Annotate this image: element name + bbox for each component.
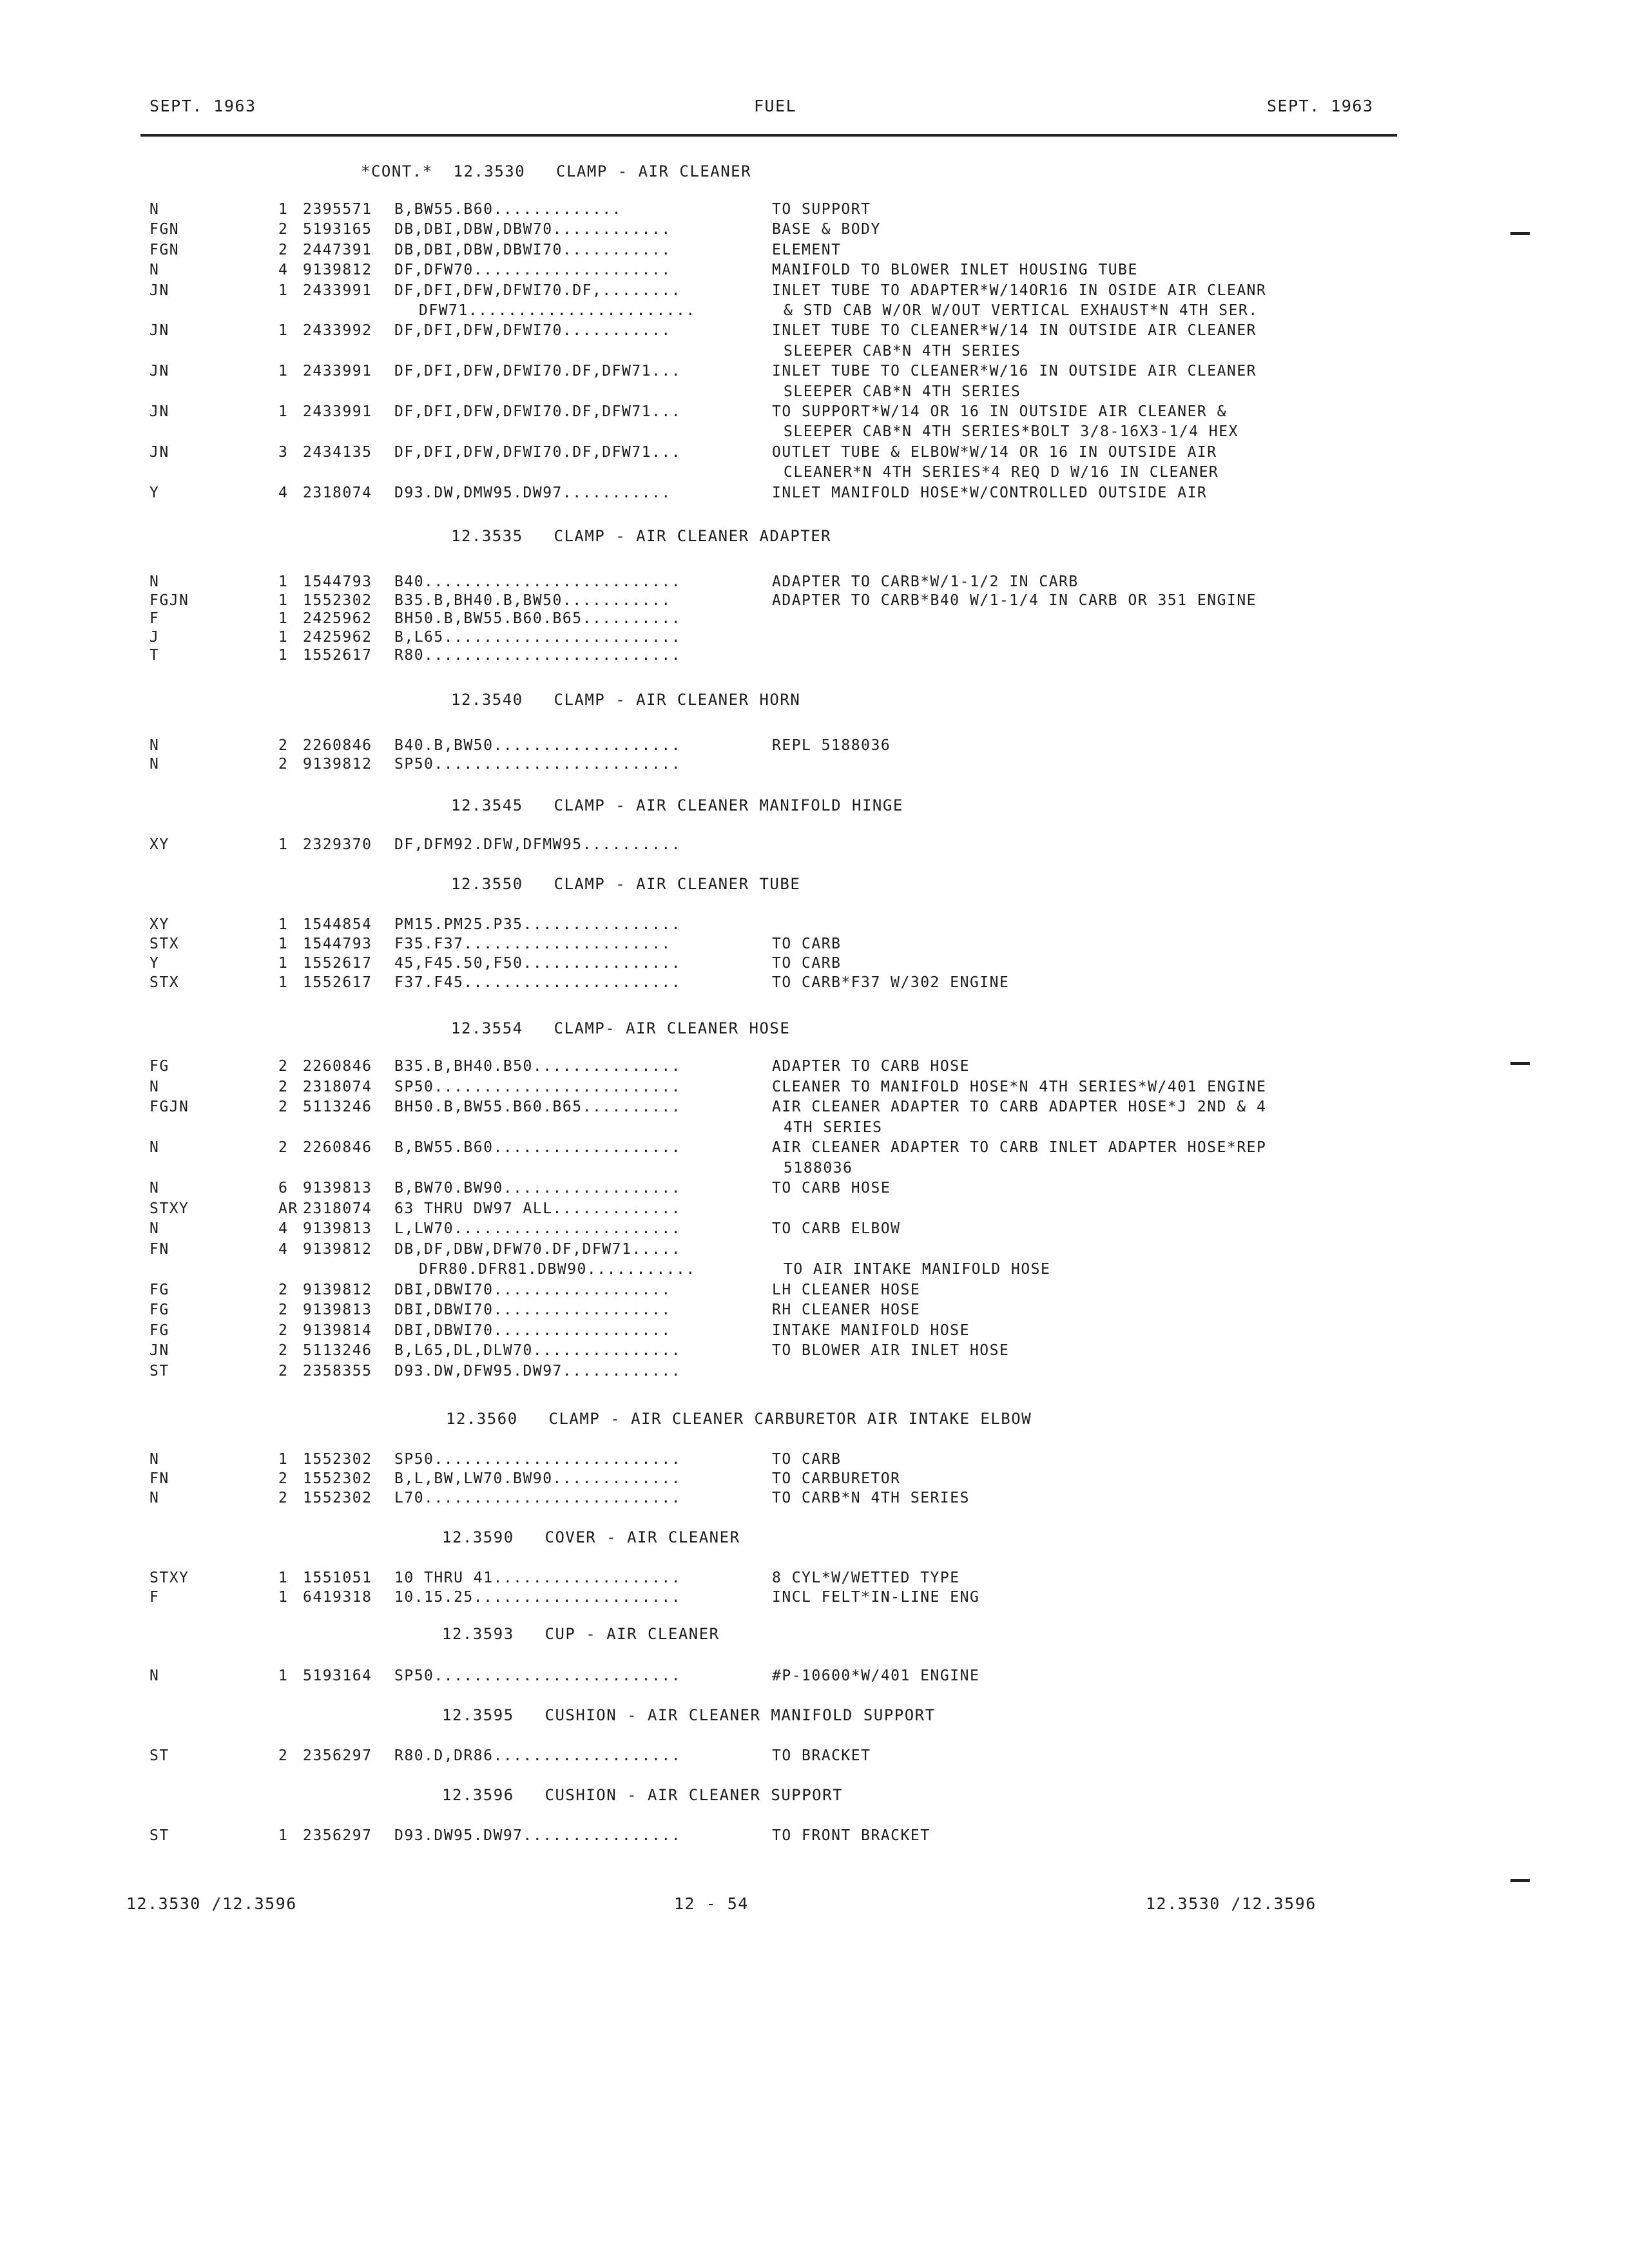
quantity: AR xyxy=(278,1200,298,1217)
part-row xyxy=(0,835,1629,854)
applicable-models: B35.B,BH40.B,BW50........... xyxy=(394,592,671,609)
part-number: 2356297 xyxy=(303,1747,372,1764)
quantity: 1 xyxy=(278,1570,289,1586)
part-description: TO BRACKET xyxy=(772,1747,871,1764)
quantity: 1 xyxy=(278,610,289,627)
part-row xyxy=(0,240,1629,260)
margin-mark xyxy=(1510,232,1530,235)
vehicle-code: FN xyxy=(149,1470,169,1487)
quantity: 6 xyxy=(278,1180,289,1196)
applicable-models: B,L65........................ xyxy=(394,629,682,646)
part-row xyxy=(0,220,1629,239)
section-title: 12.3540 CLAMP - AIR CLEANER HORN xyxy=(451,691,801,709)
part-number: 1552302 xyxy=(303,1470,372,1487)
part-description: REPL 5188036 xyxy=(772,737,891,754)
part-description: LH CLEANER HOSE xyxy=(772,1282,921,1298)
vehicle-code: F xyxy=(149,1589,160,1606)
quantity: 2 xyxy=(278,1079,289,1095)
section-title: 12.3596 CUSHION - AIR CLEANER SUPPORT xyxy=(442,1786,843,1804)
quantity: 1 xyxy=(278,955,289,972)
part-row xyxy=(0,1077,1629,1097)
quantity: 2 xyxy=(278,1363,289,1379)
part-description: SLEEPER CAB*N 4TH SERIES xyxy=(784,343,1021,360)
quantity: 2 xyxy=(278,1282,289,1298)
section-title: 12.3554 CLAMP- AIR CLEANER HOSE xyxy=(451,1019,791,1037)
quantity: 1 xyxy=(278,322,289,339)
applicable-models: DF,DFI,DFW,DFWI70.DF,DFW71... xyxy=(394,363,682,380)
part-row xyxy=(0,483,1629,503)
part-row-continuation xyxy=(0,463,1629,482)
part-row-continuation xyxy=(0,1260,1629,1279)
part-number: 2318074 xyxy=(303,1079,372,1095)
part-number: 1551051 xyxy=(303,1570,372,1586)
applicable-models: DF,DFI,DFW,DFWI70.DF,DFW71... xyxy=(394,444,682,461)
quantity: 2 xyxy=(278,1099,289,1115)
applicable-models: SP50......................... xyxy=(394,1079,682,1095)
quantity: 2 xyxy=(278,1302,289,1318)
part-row-continuation xyxy=(0,382,1629,401)
quantity: 1 xyxy=(278,1589,289,1606)
quantity: 2 xyxy=(278,756,289,773)
part-description: TO CARB ELBOW xyxy=(772,1220,901,1237)
part-row xyxy=(0,736,1629,755)
applicable-models: D93.DW,DMW95.DW97........... xyxy=(394,485,671,501)
part-description: ADAPTER TO CARB HOSE xyxy=(772,1058,970,1075)
vehicle-code: STX xyxy=(149,974,180,991)
part-description: OUTLET TUBE & ELBOW*W/14 OR 16 IN OUTSIDE AIR xyxy=(772,444,1217,461)
vehicle-code: JN xyxy=(149,444,169,461)
part-description: TO CARB*N 4TH SERIES xyxy=(772,1490,970,1506)
part-number: 5193164 xyxy=(303,1667,372,1684)
part-number: 2318074 xyxy=(303,1200,372,1217)
vehicle-code: STXY xyxy=(149,1200,189,1217)
applicable-models: B40.B,BW50................... xyxy=(394,737,682,754)
part-number: 1552302 xyxy=(303,592,372,609)
applicable-models: R80.D,DR86................... xyxy=(394,1747,682,1764)
part-row xyxy=(0,260,1629,280)
part-description: INCL FELT*IN-LINE ENG xyxy=(772,1589,980,1606)
vehicle-code: ST xyxy=(149,1747,169,1764)
quantity: 2 xyxy=(278,1490,289,1506)
section-title: 12.3545 CLAMP - AIR CLEANER MANIFOLD HINGE xyxy=(451,796,903,814)
applicable-models: B,BW55.B60................... xyxy=(394,1139,682,1156)
applicable-models: PM15.PM25.P35................ xyxy=(394,916,682,933)
header-section-title: FUEL xyxy=(754,97,797,115)
footer-range-right: 12.3530 /12.3596 xyxy=(1146,1894,1316,1913)
part-row xyxy=(0,954,1629,973)
part-description: MANIFOLD TO BLOWER INLET HOUSING TUBE xyxy=(772,262,1138,278)
part-number: 2358355 xyxy=(303,1363,372,1379)
vehicle-code: ST xyxy=(149,1827,169,1844)
applicable-models: BH50.B,BW55.B60.B65.......... xyxy=(394,1099,682,1115)
section-title: 12.3590 COVER - AIR CLEANER xyxy=(442,1528,740,1546)
part-row xyxy=(0,1138,1629,1157)
part-row xyxy=(0,1568,1629,1588)
part-description: AIR CLEANER ADAPTER TO CARB INLET ADAPTER HOSE*REP xyxy=(772,1139,1267,1156)
quantity: 2 xyxy=(278,1139,289,1156)
part-description: TO FRONT BRACKET xyxy=(772,1827,930,1844)
quantity: 1 xyxy=(278,592,289,609)
vehicle-code: N xyxy=(149,737,160,754)
vehicle-code: FG xyxy=(149,1282,169,1298)
vehicle-code: FG xyxy=(149,1058,169,1075)
applicable-models: 45,F45.50,F50................ xyxy=(394,955,682,972)
section-title: 12.3560 CLAMP - AIR CLEANER CARBURETOR AIR INTAKE ELBOW xyxy=(446,1410,1032,1428)
part-row xyxy=(0,628,1629,647)
part-number: 9139814 xyxy=(303,1322,372,1339)
quantity: 2 xyxy=(278,737,289,754)
part-number: 2318074 xyxy=(303,485,372,501)
part-number: 2434135 xyxy=(303,444,372,461)
applicable-models: DB,DBI,DBW,DBW70............ xyxy=(394,221,671,238)
quantity: 2 xyxy=(278,242,289,258)
part-description: CLEANER*N 4TH SERIES*4 REQ D W/16 IN CLEANER xyxy=(784,464,1219,481)
vehicle-code: Y xyxy=(149,955,160,972)
part-description: TO BLOWER AIR INLET HOSE xyxy=(772,1342,1010,1359)
part-number: 1552617 xyxy=(303,955,372,972)
part-row xyxy=(0,591,1629,610)
vehicle-code: Y xyxy=(149,485,160,501)
part-number: 1552302 xyxy=(303,1490,372,1506)
section-title: 12.3595 CUSHION - AIR CLEANER MANIFOLD SUPPORT xyxy=(442,1706,936,1724)
quantity: 1 xyxy=(278,974,289,991)
vehicle-code: JN xyxy=(149,282,169,299)
applicable-models: L70.......................... xyxy=(394,1490,682,1506)
part-row xyxy=(0,1746,1629,1765)
vehicle-code: XY xyxy=(149,916,169,933)
vehicle-code: N xyxy=(149,1220,160,1237)
vehicle-code: FGN xyxy=(149,242,180,258)
part-row xyxy=(0,361,1629,381)
part-row xyxy=(0,443,1629,462)
part-description: 8 CYL*W/WETTED TYPE xyxy=(772,1570,960,1586)
vehicle-code: FGJN xyxy=(149,592,189,609)
section-title: 12.3535 CLAMP - AIR CLEANER ADAPTER xyxy=(451,527,832,545)
vehicle-code: FG xyxy=(149,1322,169,1339)
part-row-continuation xyxy=(0,1158,1629,1178)
part-description: TO SUPPORT xyxy=(772,201,871,218)
part-number: 9139813 xyxy=(303,1180,372,1196)
part-number: 9139812 xyxy=(303,262,372,278)
quantity: 1 xyxy=(278,647,289,664)
part-description: TO CARB xyxy=(772,955,842,972)
quantity: 4 xyxy=(278,1220,289,1237)
part-row xyxy=(0,1341,1629,1360)
part-row xyxy=(0,1588,1629,1607)
quantity: 1 xyxy=(278,403,289,420)
header-date-right: SEPT. 1963 xyxy=(1267,97,1374,115)
part-number: 2425962 xyxy=(303,610,372,627)
part-row xyxy=(0,1300,1629,1320)
applicable-models: SP50......................... xyxy=(394,1451,682,1468)
vehicle-code: JN xyxy=(149,363,169,380)
applicable-models: 10 THRU 41................... xyxy=(394,1570,682,1586)
part-number: 9139813 xyxy=(303,1302,372,1318)
section-title: *CONT.* 12.3530 CLAMP - AIR CLEANER xyxy=(361,162,752,180)
vehicle-code: XY xyxy=(149,836,169,853)
part-description: TO SUPPORT*W/14 OR 16 IN OUTSIDE AIR CLEANER & xyxy=(772,403,1227,420)
applicable-models: F35.F37..................... xyxy=(394,936,671,952)
part-number: 5113246 xyxy=(303,1342,372,1359)
vehicle-code: ST xyxy=(149,1363,169,1379)
applicable-models: BH50.B,BW55.B60.B65.......... xyxy=(394,610,682,627)
part-description: INTAKE MANIFOLD HOSE xyxy=(772,1322,970,1339)
margin-mark xyxy=(1510,1062,1530,1065)
part-description: TO CARB*F37 W/302 ENGINE xyxy=(772,974,1010,991)
header-rule xyxy=(140,134,1397,137)
part-row xyxy=(0,281,1629,300)
applicable-models: SP50......................... xyxy=(394,1667,682,1684)
part-description: #P-10600*W/401 ENGINE xyxy=(772,1667,980,1684)
part-number: 1544793 xyxy=(303,936,372,952)
applicable-models: B,BW55.B60............. xyxy=(394,201,622,218)
quantity: 2 xyxy=(278,1470,289,1487)
quantity: 1 xyxy=(278,573,289,590)
applicable-models: DB,DBI,DBW,DBWI70........... xyxy=(394,242,671,258)
vehicle-code: T xyxy=(149,647,160,664)
applicable-models: DF,DFI,DFW,DFWI70........... xyxy=(394,322,671,339)
part-row xyxy=(0,1178,1629,1198)
part-number: 6419318 xyxy=(303,1589,372,1606)
part-number: 1544854 xyxy=(303,916,372,933)
part-number: 2447391 xyxy=(303,242,372,258)
applicable-models: B,BW70.BW90.................. xyxy=(394,1180,682,1196)
part-number: 2329370 xyxy=(303,836,372,853)
applicable-models: R80.......................... xyxy=(394,647,682,664)
part-description: INLET TUBE TO ADAPTER*W/14OR16 IN OSIDE AIR CLEANR xyxy=(772,282,1267,299)
vehicle-code: F xyxy=(149,610,160,627)
part-description: INLET MANIFOLD HOSE*W/CONTROLLED OUTSIDE AIR xyxy=(772,485,1208,501)
margin-mark xyxy=(1510,1879,1530,1882)
vehicle-code: FN xyxy=(149,1241,169,1258)
part-description: BASE & BODY xyxy=(772,221,881,238)
quantity: 1 xyxy=(278,836,289,853)
applicable-models: DF,DFW70.................... xyxy=(394,262,671,278)
part-number: 9139812 xyxy=(303,1241,372,1258)
part-number: 5113246 xyxy=(303,1099,372,1115)
part-row xyxy=(0,973,1629,992)
part-number: 2425962 xyxy=(303,629,372,646)
vehicle-code: N xyxy=(149,1490,160,1506)
quantity: 2 xyxy=(278,1322,289,1339)
part-description: & STD CAB W/OR W/OUT VERTICAL EXHAUST*N 4TH SER. xyxy=(784,302,1258,319)
applicable-models: DF,DFM92.DFW,DFMW95.......... xyxy=(394,836,682,853)
part-number: 2260846 xyxy=(303,737,372,754)
quantity: 1 xyxy=(278,629,289,646)
header-date-left: SEPT. 1963 xyxy=(149,97,256,115)
section-title: 12.3550 CLAMP - AIR CLEANER TUBE xyxy=(451,875,801,893)
quantity: 1 xyxy=(278,936,289,952)
applicable-models: DBI,DBWI70.................. xyxy=(394,1282,671,1298)
part-row xyxy=(0,1321,1629,1340)
part-row xyxy=(0,1469,1629,1488)
applicable-models: DB,DF,DBW,DFW70.DF,DFW71..... xyxy=(394,1241,682,1258)
part-description: 5188036 xyxy=(784,1160,853,1177)
part-description: ELEMENT xyxy=(772,242,842,258)
vehicle-code: N xyxy=(149,756,160,773)
part-number: 2260846 xyxy=(303,1058,372,1075)
part-number: 9139812 xyxy=(303,1282,372,1298)
vehicle-code: STX xyxy=(149,936,180,952)
vehicle-code: N xyxy=(149,1667,160,1684)
part-number: 2433991 xyxy=(303,403,372,420)
part-row xyxy=(0,1361,1629,1381)
part-row xyxy=(0,915,1629,934)
applicable-models: D93.DW,DFW95.DW97............ xyxy=(394,1363,682,1379)
quantity: 1 xyxy=(278,282,289,299)
applicable-models: DFW71....................... xyxy=(419,302,696,319)
vehicle-code: JN xyxy=(149,322,169,339)
vehicle-code: N xyxy=(149,1079,160,1095)
quantity: 4 xyxy=(278,262,289,278)
applicable-models: D93.DW95.DW97................ xyxy=(394,1827,682,1844)
part-description: TO AIR INTAKE MANIFOLD HOSE xyxy=(784,1261,1051,1278)
part-row xyxy=(0,1488,1629,1508)
part-row xyxy=(0,1450,1629,1469)
part-description: AIR CLEANER ADAPTER TO CARB ADAPTER HOSE*J 2ND & 4 xyxy=(772,1099,1267,1115)
quantity: 2 xyxy=(278,1747,289,1764)
part-row-continuation xyxy=(0,1118,1629,1137)
applicable-models: B40.......................... xyxy=(394,573,682,590)
footer-range-left: 12.3530 /12.3596 xyxy=(126,1894,297,1913)
part-description: INLET TUBE TO CLEANER*W/16 IN OUTSIDE AIR CLEANER xyxy=(772,363,1257,380)
part-row xyxy=(0,200,1629,219)
part-description: ADAPTER TO CARB*W/1-1/2 IN CARB xyxy=(772,573,1079,590)
applicable-models: SP50......................... xyxy=(394,756,682,773)
vehicle-code: FGJN xyxy=(149,1099,189,1115)
vehicle-code: FG xyxy=(149,1302,169,1318)
applicable-models: 10.15.25..................... xyxy=(394,1589,682,1606)
vehicle-code: STXY xyxy=(149,1570,189,1586)
part-row xyxy=(0,1219,1629,1238)
part-description: TO CARBURETOR xyxy=(772,1470,901,1487)
part-row xyxy=(0,1666,1629,1686)
part-row xyxy=(0,1826,1629,1845)
applicable-models: F37.F45...................... xyxy=(394,974,682,991)
part-row xyxy=(0,1280,1629,1300)
part-number: 5193165 xyxy=(303,221,372,238)
quantity: 4 xyxy=(278,485,289,501)
part-number: 1552617 xyxy=(303,974,372,991)
part-row xyxy=(0,321,1629,340)
vehicle-code: N xyxy=(149,573,160,590)
part-number: 9139813 xyxy=(303,1220,372,1237)
applicable-models: DBI,DBWI70.................. xyxy=(394,1322,671,1339)
quantity: 3 xyxy=(278,444,289,461)
part-row-continuation xyxy=(0,341,1629,361)
applicable-models: B,L,BW,LW70.BW90............. xyxy=(394,1470,682,1487)
part-description: ADAPTER TO CARB*B40 W/1-1/4 IN CARB OR 351 ENGINE xyxy=(772,592,1257,609)
vehicle-code: FGN xyxy=(149,221,180,238)
part-description: TO CARB HOSE xyxy=(772,1180,891,1196)
part-row-continuation xyxy=(0,301,1629,320)
applicable-models: 63 THRU DW97 ALL............. xyxy=(394,1200,682,1217)
part-row xyxy=(0,646,1629,665)
quantity: 2 xyxy=(278,1058,289,1075)
part-row xyxy=(0,1199,1629,1218)
section-title: 12.3593 CUP - AIR CLEANER xyxy=(442,1625,720,1643)
footer-page-number: 12 - 54 xyxy=(674,1894,749,1913)
quantity: 1 xyxy=(278,1451,289,1468)
applicable-models: DBI,DBWI70.................. xyxy=(394,1302,671,1318)
part-number: 2260846 xyxy=(303,1139,372,1156)
part-row xyxy=(0,572,1629,591)
part-row xyxy=(0,1240,1629,1259)
part-row xyxy=(0,754,1629,774)
part-description: TO CARB xyxy=(772,1451,842,1468)
part-row-continuation xyxy=(0,422,1629,441)
quantity: 1 xyxy=(278,201,289,218)
part-number: 1552302 xyxy=(303,1451,372,1468)
vehicle-code: JN xyxy=(149,1342,169,1359)
part-description: TO CARB xyxy=(772,936,842,952)
vehicle-code: N xyxy=(149,201,160,218)
vehicle-code: N xyxy=(149,1139,160,1156)
quantity: 1 xyxy=(278,1827,289,1844)
vehicle-code: JN xyxy=(149,403,169,420)
vehicle-code: J xyxy=(149,629,160,646)
quantity: 2 xyxy=(278,221,289,238)
part-description: CLEANER TO MANIFOLD HOSE*N 4TH SERIES*W/401 ENGINE xyxy=(772,1079,1267,1095)
vehicle-code: N xyxy=(149,1180,160,1196)
part-description: SLEEPER CAB*N 4TH SERIES*BOLT 3/8-16X3-1/4 HEX xyxy=(784,423,1239,440)
part-number: 2433991 xyxy=(303,363,372,380)
vehicle-code: N xyxy=(149,262,160,278)
part-number: 2395571 xyxy=(303,201,372,218)
part-row xyxy=(0,609,1629,628)
applicable-models: DF,DFI,DFW,DFWI70.DF,........ xyxy=(394,282,682,299)
part-row xyxy=(0,934,1629,954)
applicable-models: DFR80.DFR81.DBW90........... xyxy=(419,1261,696,1278)
quantity: 4 xyxy=(278,1241,289,1258)
quantity: 1 xyxy=(278,1667,289,1684)
vehicle-code: N xyxy=(149,1451,160,1468)
part-description: 4TH SERIES xyxy=(784,1119,883,1136)
quantity: 1 xyxy=(278,363,289,380)
part-row xyxy=(0,402,1629,421)
part-description: RH CLEANER HOSE xyxy=(772,1302,921,1318)
part-number: 2433992 xyxy=(303,322,372,339)
quantity: 1 xyxy=(278,916,289,933)
part-number: 2433991 xyxy=(303,282,372,299)
part-row xyxy=(0,1057,1629,1076)
part-number: 2356297 xyxy=(303,1827,372,1844)
applicable-models: B35.B,BH40.B50............... xyxy=(394,1058,682,1075)
part-number: 9139812 xyxy=(303,756,372,773)
applicable-models: B,L65,DL,DLW70............... xyxy=(394,1342,682,1359)
applicable-models: DF,DFI,DFW,DFWI70.DF,DFW71... xyxy=(394,403,682,420)
applicable-models: L,LW70....................... xyxy=(394,1220,682,1237)
part-number: 1544793 xyxy=(303,573,372,590)
part-number: 1552617 xyxy=(303,647,372,664)
part-row xyxy=(0,1097,1629,1117)
part-description: INLET TUBE TO CLEANER*W/14 IN OUTSIDE AIR CLEANER xyxy=(772,322,1257,339)
quantity: 2 xyxy=(278,1342,289,1359)
part-description: SLEEPER CAB*N 4TH SERIES xyxy=(784,383,1021,400)
